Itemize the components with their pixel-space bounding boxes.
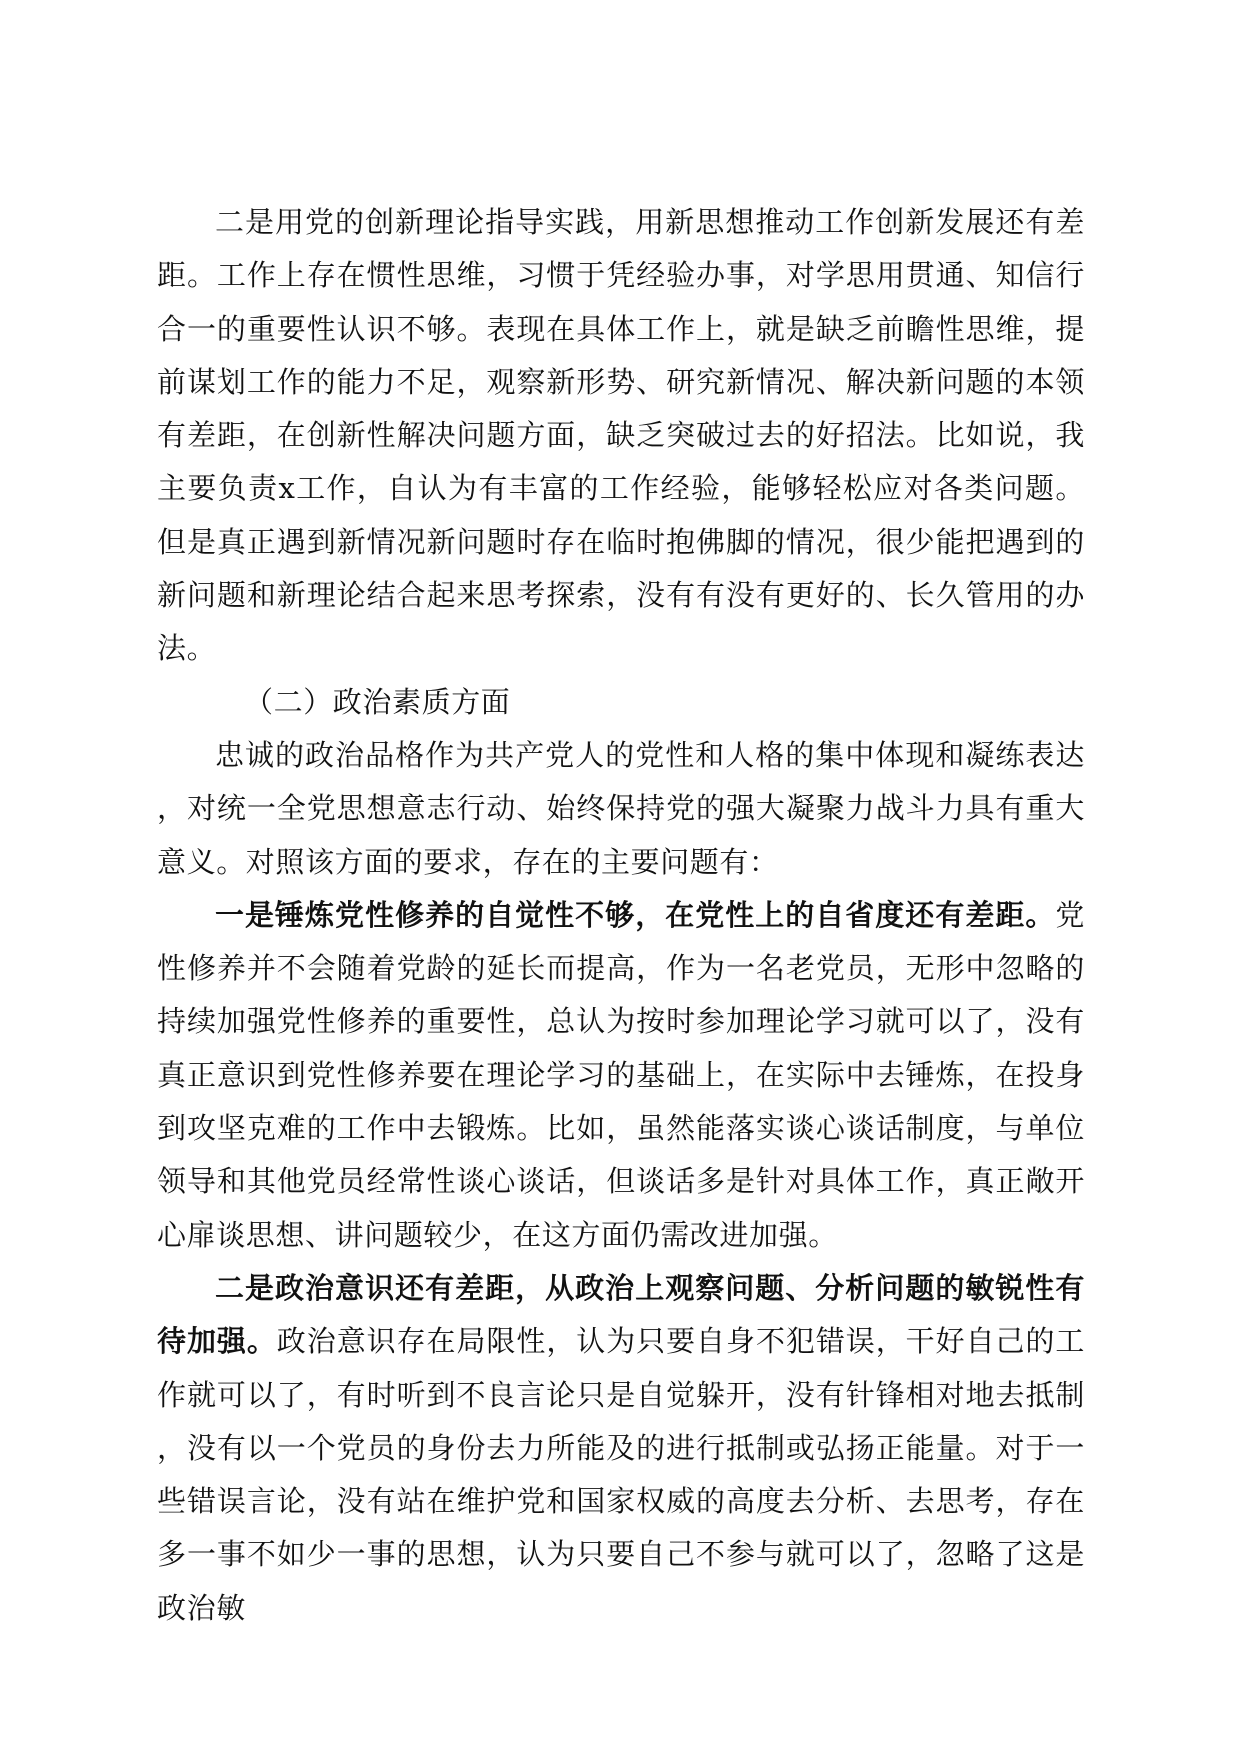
- paragraph-text: 政治意识存在局限性，认为只要自身不犯错误，干好自己的工作就可以了，有时听到不良言论只是自觉躲开，没有针锋相对地去抵制，没有以一个党员的身份去力所能及的进行抵制或弘扬正能量。对于一些错误言论，没有站在维护党和国家权威的高度去分析、去思考，存在多一事不如少一事的思想，认为只要自己不参与就可以了，忽略了这是政治敏: [157, 1324, 1086, 1625]
- paragraph-political-awareness: [157, 1262, 1085, 1635]
- paragraph-text: 党性修养并不会随着党龄的延长而提高，作为一名老党员，无形中忽略的持续加强党性修养的重要性，总认为按时参加理论学习就可以了，没有真正意识到党性修养要在理论学习的基础上，在实际中去锤炼，在投身到攻坚克难的工作中去锻炼。比如，虽然能落实谈心谈话制度，与单位领导和其他党员经常性谈心谈话，但谈话多是针对具体工作，真正敞开心扉谈思想、讲问题较少，在这方面仍需改进加强。: [157, 897, 1085, 1252]
- paragraph-lead-bold: 一是锤炼党性修养的自觉性不够，在党性上的自省度还有差距。: [215, 897, 1056, 932]
- section-heading-political-quality: （二）政治素质方面: [244, 684, 511, 719]
- paragraph-text: 二是用党的创新理论指导实践，用新思想推动工作创新发展还有差距。工作上存在惯性思维，习惯于凭经验办事，对学思用贯通、知信行合一的重要性认识不够。表现在具体工作上，就是缺乏前瞻性思维，提前谋划工作的能力不足，观察新形势、研究新情况、解决新问题的本领有差距，在创新性解决问题方面，缺乏突破过去的好招法。比如说，我主要负责x工作，自认为有丰富的工作经验，能够轻松应对各类问题。但是真正遇到新情况新问题时存在临时抱佛脚的情况，很少能把遇到的新问题和新理论结合起来思考探索，没有有没有更好的、长久管用的办法。: [157, 205, 1085, 666]
- paragraph-party-spirit: [157, 889, 1085, 1262]
- paragraph-text: 忠诚的政治品格作为共产党人的党性和人格的集中体现和凝练表达，对统一全党思想意志行动、始终保持党的强大凝聚力战斗力具有重大意义。对照该方面的要求，存在的主要问题有：: [157, 737, 1085, 879]
- paragraph-innovation-theory: [157, 196, 1085, 676]
- paragraph-lead-bold: 二是政治意识还有差距，从政治上观察问题、分析问题的敏锐性有待加强。: [157, 1270, 1085, 1359]
- paragraph-political-loyalty: [157, 729, 1085, 889]
- document-body: [157, 196, 1085, 1635]
